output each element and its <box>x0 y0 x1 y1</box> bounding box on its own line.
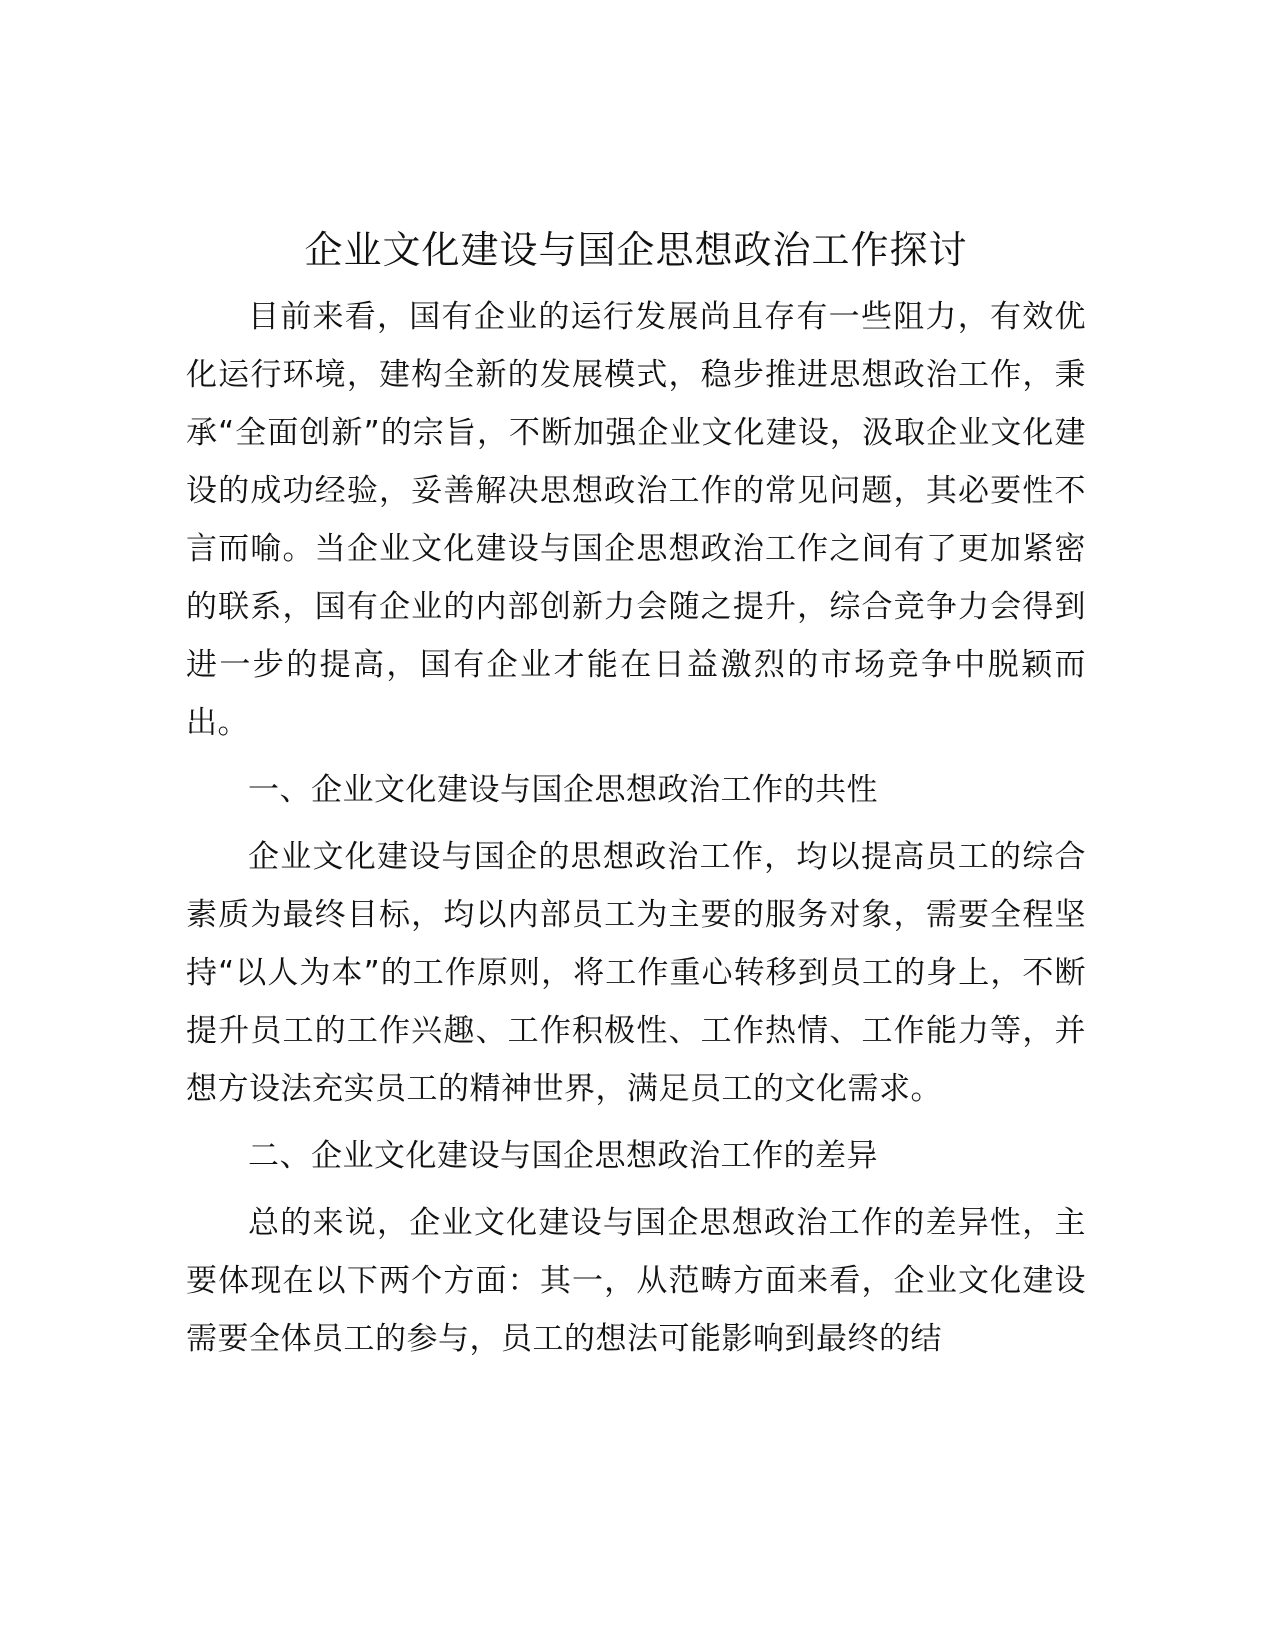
paragraph-intro: 目前来看，国有企业的运行发展尚且存有一些阻力，有效优化运行环境，建构全新的发展模式，稳步推进思想政治工作，秉承“全面创新”的宗旨，不断加强企业文化建设，汲取企业文化建设的成功经验，妥善解决思想政治工作的常见问题，其必要性不言而喻。当企业文化建设与国企思想政治工作之间有了更加紧密的联系，国有企业的内部创新力会随之提升，综合竞争力会得到进一步的提高，国有企业才能在日益激烈的市场竞争中脱颖而出。 <box>186 299 1086 741</box>
document-page <box>186 222 1086 1368</box>
document-title: 企业文化建设与国企思想政治工作探讨 <box>304 228 968 272</box>
section-heading-2: 二、企业文化建设与国企思想政治工作的差异 <box>248 1138 878 1174</box>
paragraph-difference: 总的来说，企业文化建设与国企思想政治工作的差异性，主要体现在以下两个方面：其一，从范畴方面来看，企业文化建设需要全体员工的参与，员工的想法可能影响到最终的结 <box>186 1205 1086 1357</box>
section-heading-1: 一、企业文化建设与国企思想政治工作的共性 <box>248 772 878 808</box>
paragraph-commonality: 企业文化建设与国企的思想政治工作，均以提高员工的综合素质为最终目标，均以内部员工为主要的服务对象，需要全程坚持“以人为本”的工作原则，将工作重心转移到员工的身上，不断提升员工的工作兴趣、工作积极性、工作热情、工作能力等，并想方设法充实员工的精神世界，满足员工的文化需求。 <box>186 839 1086 1107</box>
